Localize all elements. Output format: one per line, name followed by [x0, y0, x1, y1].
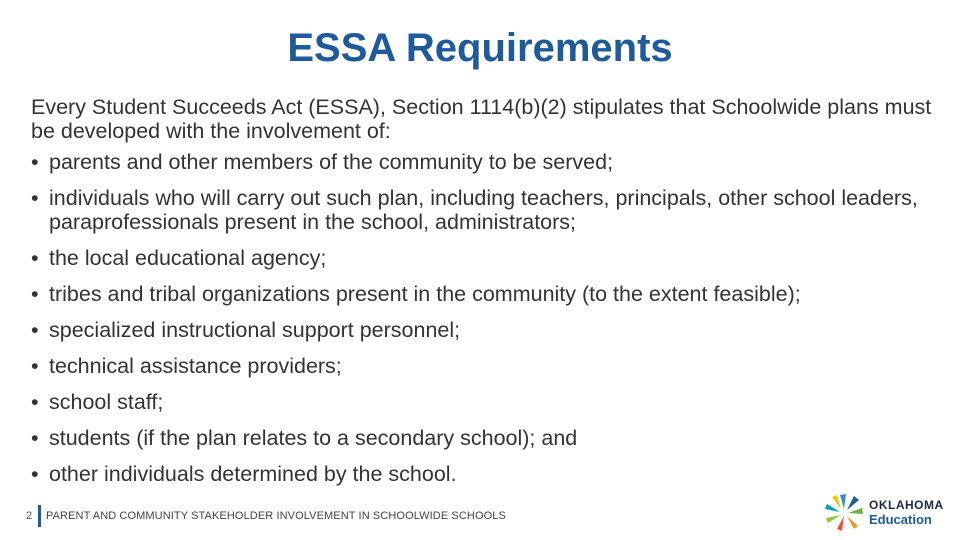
- footer-divider: [38, 505, 41, 527]
- requirements-list: [31, 150, 936, 486]
- list-item: • individuals who will carry out such plan, including teachers, principals, other school leaders, paraprofessionals present in the school, administrators;: [31, 186, 936, 234]
- list-item: • the local educational agency;: [31, 246, 936, 270]
- page-number: 2: [26, 510, 33, 522]
- oklahoma-education-logo-icon: [822, 490, 866, 534]
- oklahoma-education-logo: [822, 490, 952, 534]
- logo-wordmark: [869, 499, 944, 526]
- list-item: • tribes and tribal organizations present in the community (to the extent feasible);: [31, 282, 936, 306]
- list-item: • technical assistance providers;: [31, 354, 936, 378]
- slide-title: ESSA Requirements: [287, 26, 673, 70]
- list-item: • specialized instructional support personnel;: [31, 318, 936, 342]
- intro-paragraph: Every Student Succeeds Act (ESSA), Section 1114(b)(2) stipulates that Schoolwide plans must be developed with the involvement of:: [31, 95, 932, 143]
- list-item: • parents and other members of the community to be served;: [31, 150, 936, 174]
- slide-body: [31, 95, 936, 486]
- footer: [26, 505, 506, 527]
- logo-line-oklahoma: OKLAHOMA: [869, 497, 944, 512]
- list-item: • other individuals determined by the school.: [31, 462, 936, 486]
- list-item: • students (if the plan relates to a secondary school); and: [31, 426, 936, 450]
- footer-text: PARENT AND COMMUNITY STAKEHOLDER INVOLVEMENT IN SCHOOLWIDE SCHOOLS: [46, 510, 506, 522]
- list-item: • school staff;: [31, 390, 936, 414]
- logo-line-education: Education: [869, 511, 932, 527]
